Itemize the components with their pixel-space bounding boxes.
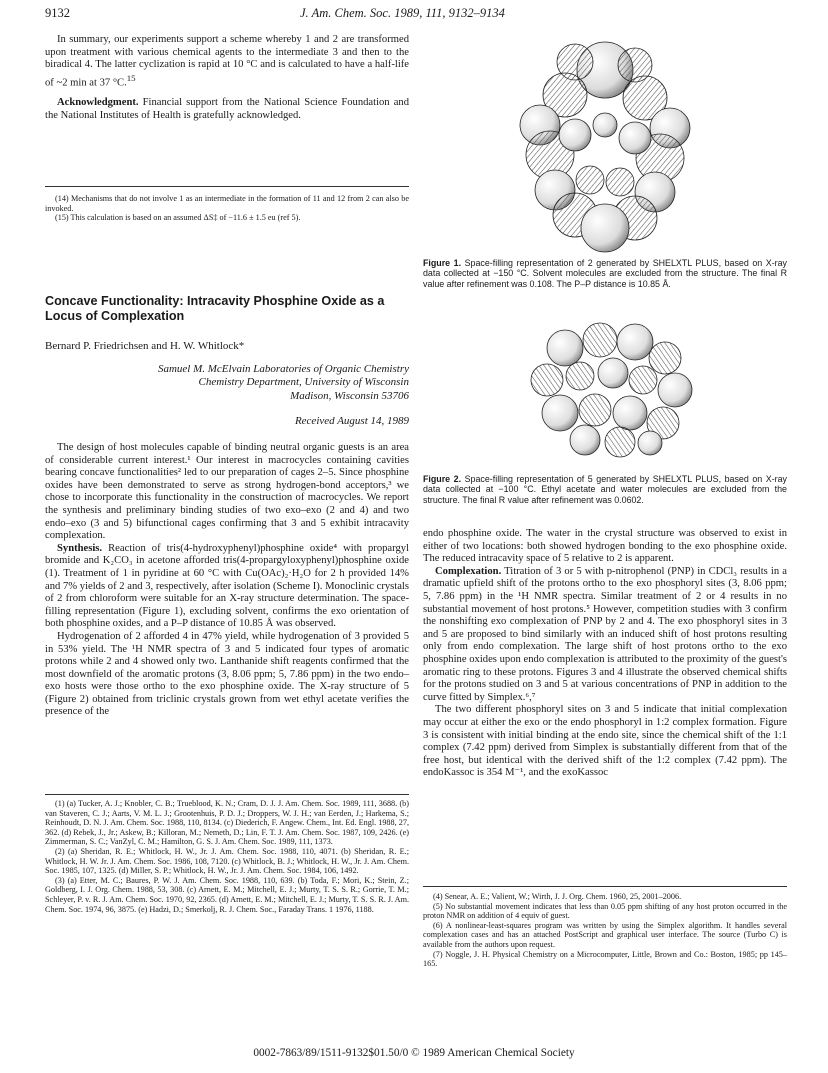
acknowledgment-heading: Acknowledgment. bbox=[57, 96, 139, 108]
footnote-6: (6) A nonlinear-least-squares program was written by using the Simplex algorithm. It handles several complexation cases and has an attached PostScript and graphical user interface. The source (Turbo C) is available from the authors upon request. bbox=[423, 920, 787, 949]
synthesis-heading: Synthesis. bbox=[57, 542, 103, 554]
phosphoryl-sites-paragraph: The two different phosphoryl sites on 3 and 5 indicate that initial complexation may occur at either the exo or the endo phosphoryl in 1:2 complex formation. Figure 3 is consistent with initial binding at the endo site, since the chemical shift of the 1:1 complex (7.42 ppm) derived from Simplex is substantially different from that of the free host, but identical with the derived shift of the 1:2 complex (7.42 ppm). The endoKassoc is 354 M⁻¹, and the exoKassoc bbox=[423, 704, 787, 779]
affiliation-line-3: Madison, Wisconsin 53706 bbox=[290, 389, 409, 402]
figure-1-space-filling-model bbox=[495, 40, 715, 255]
footnote-7: (7) Noggle, J. H. Physical Chemistry on a Microcomputer, Little, Brown and Co.: Boston, 1985; pp 145–165. bbox=[423, 949, 787, 969]
footnote-15: (15) This calculation is based on an assumed ΔS‡ of −11.6 ± 1.5 eu (ref 5). bbox=[55, 213, 301, 223]
footnote-14: (14) Mechanisms that do not involve 1 as an intermediate in the formation of 11 and 12 from 2 can also be invoked. bbox=[45, 194, 409, 213]
complexation-paragraph: Titration of 3 or 5 with p-nitrophenol (PNP) in CDCl₃ results in a dramatic upfield shift of the protons ortho to the exo phosphoryl sites (3, 8.06 ppm; 5, 7.86 ppm) in the ¹H NMR spectra. Similar treatment of 2 or 4 results in no substantial movement of host protons.⁵ However, competition studies with 3 confirm the nonshifting exo complexation of PNP by 2 and 4. The exo phosphoryl sites in 3 and 5 are proposed to bind similarly with an induced shift of host protons resulting only from endo complexation. The large shift of host protons ortho to the exo phosphine oxides upon endo complexation is attributed to the proximity of the guest's aromatic ring to these protons. Figures 3 and 4 illustrate the observed chemical shifts for the protons studied on 3 and 5 at various concentrations of PNP in addition to the curve fitted by Simplex.⁶,⁷ bbox=[423, 565, 787, 703]
affiliation-line-1: Samuel M. McElvain Laboratories of Organic Chemistry bbox=[157, 363, 409, 375]
hydrogenation-paragraph: Hydrogenation of 2 afforded 4 in 47% yield, while hydrogenation of 3 provided 5 in 53% yield. The ¹H NMR spectra of 3 and 5 indicated four types of aromatic protons while 2 and 4 showed only two. Lanthanide shift reagents confirmed that the most downfield of the aromatic protons (3, 8.06 ppm; 5, 7.86 ppm) in the two endo–exo hosts were those ortho to the exo phosphine oxide. The X-ray structure of 5 (Figure 2) obtained from triclinic crystals grown from wet ethyl acetate verifies the presence of the bbox=[45, 630, 409, 718]
footnote-3: (3) (a) Etter, M. C.; Baures, P. W. J. Am. Chem. Soc. 1988, 110, 639. (b) Toda, F.; Mori, K.; Stein, Z.; Goldberg, I. J. Org. Chem. 1988, 53, 308. (c) Arnett, E. M.; Mitchell, E. J.; Murty, T. S. S. R.; Gorrie, T. M.; Schleyer, P. v. R. J. Am. Chem. Soc. 1970, 92, 2365. (d) Arnett, E. M.; Mitchell, E. J.; Murty, T. S. S. R. J. Am. Chem. Soc. 1974, 96, 3875. (e) Hadzi, D.; Smerkolj, R. J. Chem. Soc., Faraday Trans. 1 1976, 1188. bbox=[45, 875, 409, 914]
article-authors: Bernard P. Friedrichsen and H. W. Whitlock* bbox=[45, 340, 245, 352]
left-footnote-divider bbox=[45, 794, 409, 795]
figure-2-space-filling-model bbox=[525, 318, 695, 460]
footnote-1: (1) (a) Tucker, A. J.; Knobler, C. B.; Trueblood, K. N.; Cram, D. J. J. Am. Chem. Soc. 1989, 111, 3688. (b) van Staveren, C. J.; Aarts, V. M. L. J.; Grootenhuis, P. D. J.; Droppers, W. J. H.; van Eerden, J.; Harkema, S.; Reinhoudt, D. N. J. Am. Chem. Soc. 1988, 110, 8134. (c) Diederich, F. Angew. Chem., Int. Ed. Engl. 1988, 27, 362. (d) Rebek, J., Jr.; Askew, B.; Killoran, M.; Nemeth, D.; Lin, F. T. J. Am. Chem. Soc. 1987, 109, 2426. (e) Zimmerman, S. C.; VanZyl, C. M.; Hamilton, G. S. J. Am. Chem. Soc. 1989, 111, 1373. bbox=[45, 799, 409, 847]
figure-1-caption bbox=[423, 258, 787, 289]
summary-ref: 15 bbox=[126, 72, 136, 83]
intro-paragraph: The design of host molecules capable of binding neutral organic guests is an area of considerable current interest.¹ Our interest in macrocycles containing cavities bearing concave functionalities² led to our preparation of cages 2–5. Since phosphine oxides have been demonstrated to serve as strong hydrogen-bond acceptors,³ we chose to incorporate this functionality in the construction of macrocycles. We report the synthesis and preliminary binding studies of two exo–exo (2 and 4) and two endo–exo (3 and 5) bifunctional cages confirming that 3 and 5 exhibit intracavity complexation. bbox=[45, 442, 409, 542]
summary-text: In summary, our experiments support a scheme whereby 1 and 2 are transformed upon treatment with various chemical agents to the intermediate 3 and then to the biradical 4. The latter cyclization is rapid at 10 °C and is calculated to have a half-life of ~2 min at 37 °C. bbox=[45, 34, 409, 89]
article-left-body bbox=[45, 442, 409, 719]
affiliation-line-2: Chemistry Department, University of Wisconsin bbox=[198, 376, 409, 389]
endo-paragraph: endo phosphine oxide. The water in the crystal structure was observed to exist in either of two locations: both showed hydrogen bonding to the exo phosphine oxide. The reduced intracavity space of 5 relative to 2 is apparent. bbox=[423, 528, 787, 565]
page-number: 9132 bbox=[45, 6, 70, 20]
complexation-heading: Complexation. bbox=[435, 565, 502, 577]
right-footnote-divider bbox=[423, 886, 787, 887]
article-right-body bbox=[423, 528, 787, 780]
footnote-4: (4) Senear, A. E.; Valient, W.; Wirth, J. J. Org. Chem. 1960, 25, 2001–2006. bbox=[433, 892, 682, 901]
footnote-2: (2) (a) Sheridan, R. E.; Whitlock, H. W., Jr. J. Am. Chem. Soc. 1988, 110, 4071. (b) Sheridan, R. E.; Whitlock, H. W. Jr. J. Am. Chem. Soc. 1986, 108, 7120. (c) Whitlock, B. J.; Whitlock, H. W., Jr. J. Am. Chem. Soc. 1985, 107, 1325. (d) Miller, S. P.; Whitlock, H. W., Jr. J. Am. Chem. Soc. 1984, 106, 1492. bbox=[45, 846, 409, 876]
acknowledgment-text: Financial support from the National Science Foundation and the National Institutes of Health is gratefully acknowledged. bbox=[45, 96, 409, 121]
figure-1-caption-text: Space-filling representation of 2 generated by SHELXTL PLUS, based on X-ray data collected at −150 °C. Solvent molecules are excluded from the structure. The final R value after refinement was 0.108. The P–P distance is 10.85 Å. bbox=[423, 258, 787, 289]
footnote-5: (5) No substantial movement indicates that less than 0.05 ppm shifting of any host proton occurred in the proton NMR on addition of 4 equiv of guest. bbox=[423, 901, 787, 921]
right-footnotes bbox=[423, 892, 787, 969]
figure-2-caption bbox=[423, 474, 787, 505]
figure-1-label: Figure 1. bbox=[423, 258, 462, 268]
figure-2-caption-text: Space-filling representation of 5 generated by SHELXTL PLUS, based on X-ray data collected at −100 °C. Ethyl acetate and water molecules are excluded from the structure. The final R value after refinement was 0.0602. bbox=[423, 474, 787, 505]
article-affiliation bbox=[45, 363, 409, 403]
running-header: J. Am. Chem. Soc. 1989, 111, 9132–9134 bbox=[300, 6, 505, 20]
synthesis-paragraph: Reaction of tris(4-hydroxyphenyl)phosphine oxide⁴ with propargyl bromide and K₂CO₃ in acetone afforded tris(4-propargyloxyphenyl)phosphine oxide (1). Treatment of 1 in pyridine at 60 °C with Cu(OAc)₂·H₂O for 2 h provided 14% and 7% yields of 2 and 3, respectively, after isolation (Scheme I). Monoclinic crystals of 2 from chloroform were suitable for an X-ray structure determination. The space-filling representation (Figure 1), excluding solvent, confirms the exo orientation of both phosphine oxides, and a P–P distance of 10.85 Å was observed. bbox=[45, 542, 409, 630]
prev-article-body bbox=[45, 34, 409, 122]
received-date: Received August 14, 1989 bbox=[294, 415, 409, 427]
figure-2-label: Figure 2. bbox=[423, 474, 462, 484]
article-title: Concave Functionality: Intracavity Phosphine Oxide as a Locus of Complexation bbox=[45, 294, 385, 323]
footnote-divider bbox=[45, 186, 409, 187]
prev-article-footnotes bbox=[45, 194, 409, 223]
left-footnotes bbox=[45, 799, 409, 914]
copyright-footer: 0002-7863/89/1511-9132$01.50/0 © 1989 American Chemical Society bbox=[253, 1047, 575, 1059]
